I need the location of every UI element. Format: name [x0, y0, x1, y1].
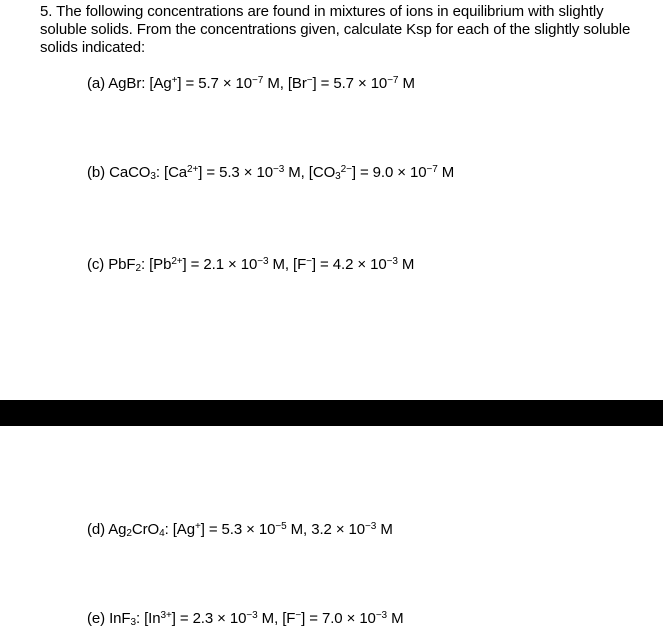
part-d-ion1: $[Ag^+] = 5.3 \times 10^{-5}$ M, [172, 521, 308, 538]
part-a-ion1: $[Ag^+] = 5.7 \times 10^{-7}$ M, [149, 75, 284, 92]
part-a [87, 75, 415, 93]
part-b [87, 164, 454, 182]
part-c-ion2: $[F^-] = 4.2 \times 10^{-3}$ M [293, 256, 415, 273]
part-d [87, 521, 393, 539]
part-b-ion2: $[CO_3^{2-}] = 9.0 \times 10^{-7}$ M [308, 164, 455, 182]
part-a-ion2: $[Br^-] = 5.7 \times 10^{-7}$ M [287, 75, 415, 92]
part-c [87, 256, 414, 274]
part-e-label: (e) InF$_3$: [87, 610, 141, 628]
part-e [87, 610, 403, 628]
part-b-ion1: $[Ca^{2+}] = 5.3 \times 10^{-3}$ M, [164, 164, 305, 181]
part-c-ion1: $[Pb^{2+}] = 2.1 \times 10^{-3}$ M, [149, 256, 289, 273]
part-a-label: (a) AgBr: [87, 75, 146, 92]
black-divider-bar [0, 400, 663, 426]
part-e-ion2: $[F^-] = 7.0 \times 10^{-3}$ M [282, 610, 404, 627]
part-d-ion2: $3.2 \times 10^{-3}$ M [311, 521, 393, 538]
part-e-ion1: $[In^{3+}] = 2.3 \times 10^{-3}$ M, [144, 610, 279, 627]
part-c-label: (c) PbF$_2$: [87, 256, 146, 274]
part-d-label: (d) $Ag_2CrO_4$: [87, 521, 169, 539]
part-b-label: (b) CaCO$_3$: [87, 164, 160, 182]
question-text: 5. The following concentrations are found in mixtures of ions in equilibrium with slightly soluble solids. From the concentrations given, calculate Ksp for each of the slightly soluble solids indicated: [40, 3, 631, 56]
